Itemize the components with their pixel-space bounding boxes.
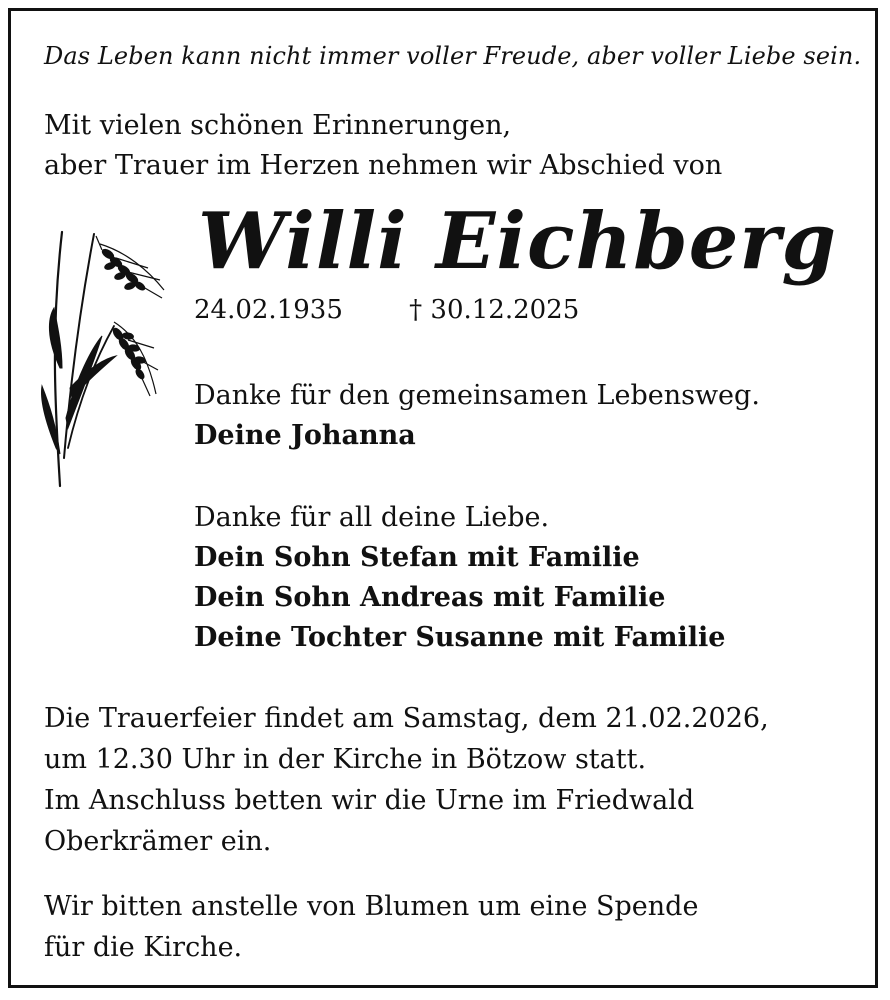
children-message: Danke für all deine Liebe.	[194, 502, 550, 533]
ceremony-line: Die Trauerfeier findet am Samstag, dem 21.02.2026,	[44, 703, 769, 734]
child-signature: Deine Tochter Susanne mit Familie	[194, 622, 726, 653]
child-signature: Dein Sohn Stefan mit Familie	[194, 542, 640, 573]
wife-block	[194, 376, 760, 456]
death-date: † 30.12.2025	[409, 295, 580, 325]
ceremony-info	[44, 698, 769, 862]
donation-request	[44, 886, 698, 968]
birth-date: 24.02.1935	[194, 295, 343, 325]
wife-signature: Deine Johanna	[194, 420, 416, 451]
intro-line: Mit vielen schönen Erinnerungen,	[44, 110, 512, 141]
motto: Das Leben kann nicht immer voller Freude, aber voller Liebe sein.	[44, 42, 862, 70]
intro-line: aber Trauer im Herzen nehmen wir Abschied von	[44, 150, 723, 181]
intro-text	[44, 106, 722, 186]
ceremony-line: Oberkrämer ein.	[44, 826, 272, 857]
wife-message: Danke für den gemeinsamen Lebensweg.	[194, 380, 760, 411]
children-block	[194, 498, 725, 658]
request-line: Wir bitten anstelle von Blumen um eine Spende	[44, 891, 699, 922]
ceremony-line: Im Anschluss betten wir die Urne im Friedwald	[44, 785, 695, 816]
request-line: für die Kirche.	[44, 932, 243, 963]
wheat-ears-icon	[36, 218, 170, 490]
child-signature: Dein Sohn Andreas mit Familie	[194, 582, 666, 613]
deceased-name: Willi Eichberg	[198, 196, 837, 287]
life-dates	[194, 295, 579, 325]
ceremony-line: um 12.30 Uhr in der Kirche in Bötzow statt.	[44, 744, 647, 775]
